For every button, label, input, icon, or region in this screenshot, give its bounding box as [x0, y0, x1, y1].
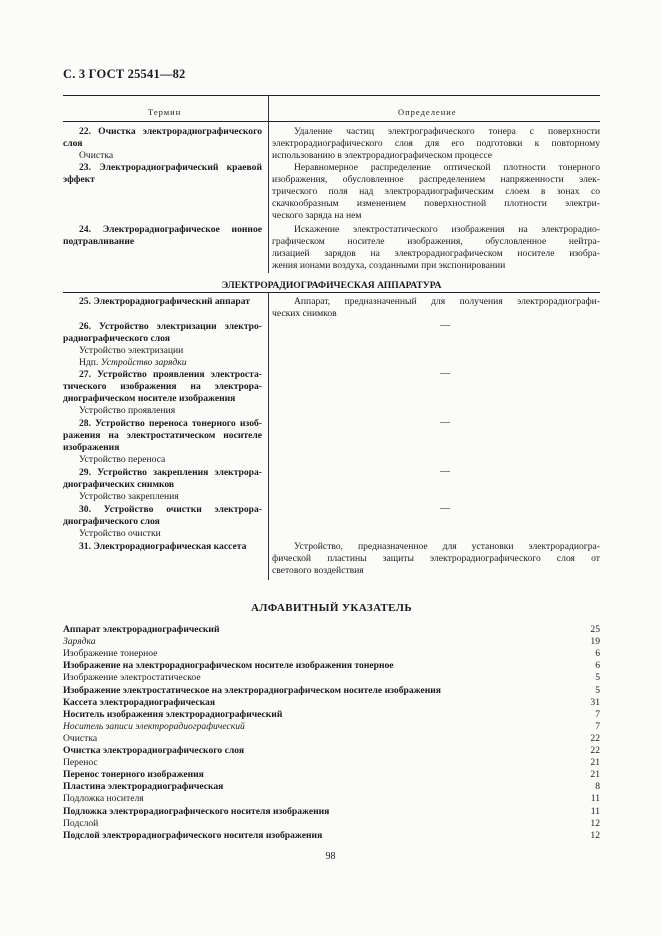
term-line: диографических снимков: [63, 479, 175, 490]
term-line: 22. Очистка электрорадиографического: [79, 126, 262, 137]
term-line: 24. Электрорадиографическое ионное: [79, 224, 262, 235]
index-entry: [63, 818, 600, 830]
index-entry: [63, 648, 600, 660]
index-number: 5: [595, 672, 600, 684]
index-entry: [63, 672, 600, 684]
section-rule: [63, 292, 600, 293]
index-number: 5: [595, 684, 600, 696]
definition-line: трического поля над электрорадиографическим слоем в зонах со: [272, 186, 600, 197]
definition-line: Искажение электростатического изображения на электрорадио-: [294, 224, 600, 235]
page-header: С. 3 ГОСТ 25541—82: [63, 67, 186, 81]
index-entry: [63, 685, 600, 697]
index-entry: [63, 769, 600, 781]
empty-definition-dash: —: [440, 320, 450, 331]
column-divider: [268, 95, 269, 273]
definition-line: ческого заряда на нем: [272, 210, 362, 221]
definition-line: Неравномерное распределение оптической плотности тонерного: [294, 162, 600, 173]
index-number: 8: [595, 781, 600, 793]
term-line: 25. Электрорадиографический аппарат: [79, 296, 251, 307]
term-line: изображения: [63, 442, 120, 453]
term-line: диографического слоя: [63, 516, 160, 527]
index-number: 6: [595, 660, 600, 672]
column-header-term: Термин: [148, 107, 182, 117]
term-line: Устройство переноса: [79, 454, 166, 465]
index-term: Изображение на электрорадиографическом носителе изображения тонерное: [63, 660, 394, 672]
term-line: 29. Устройство закрепления электрора-: [79, 467, 262, 478]
column-divider-2: [268, 292, 269, 580]
index-term: Носитель записи электрорадиографический: [63, 720, 245, 732]
term-line: Устройство очистки: [79, 528, 161, 539]
definition-line: графическом носителе изображения, обусловленное нейтра-: [272, 236, 600, 247]
index-entry: [63, 781, 600, 793]
index-entry: [63, 806, 600, 818]
index-term: Кассета электрорадиографическая: [63, 696, 216, 708]
term-line: 30. Устройство очистки электрора-: [79, 504, 262, 515]
term-line: 31. Электрорадиографическая кассета: [79, 541, 247, 552]
term-line: тического изображения на электрора-: [63, 381, 262, 392]
definition-line: жения ионами воздуха, созданными при экспонировании: [272, 260, 506, 271]
section-title: ЭЛЕКТРОРАДИОГРАФИЧЕСКАЯ АППАРАТУРА: [221, 280, 442, 291]
index-number: 22: [590, 732, 600, 744]
index-term: Подложка электрорадиографического носителя изображения: [63, 805, 330, 817]
index-term: Изображение электростатическое: [63, 672, 201, 684]
definition-line: Удаление частиц электрографического тонера с поверхности: [294, 126, 600, 137]
index-number: 12: [590, 817, 600, 829]
definition-line: фической пластины защиты электрорадиографического слоя от: [272, 553, 600, 564]
index-term: Подслой: [63, 817, 99, 829]
index-term: Носитель изображения электрорадиографический: [63, 708, 283, 720]
index-term: Изображение электростатическое на электрорадиографическом носителе изображения: [63, 684, 441, 696]
index-number: 11: [590, 793, 600, 805]
page-number: 98: [325, 851, 336, 862]
index-number: 21: [590, 769, 600, 781]
empty-definition-dash: —: [440, 503, 450, 514]
index-term: Перенос: [63, 757, 98, 769]
index-entry: [63, 793, 600, 805]
index-entry: [63, 660, 600, 672]
term-line: ражения на электростатическом носителе: [63, 430, 262, 441]
term-line: 28. Устройство переноса тонерного изоб-: [79, 418, 262, 429]
column-header-definition: Определение: [398, 107, 457, 117]
table-top-rule: [63, 95, 600, 96]
index-entry: [63, 830, 600, 842]
definition-line: лизацией зарядов на электрорадиографическом носителе изобра-: [272, 248, 600, 259]
term-line: Очистка: [79, 150, 114, 161]
index-entry: [63, 733, 600, 745]
empty-definition-dash: —: [440, 466, 450, 477]
index-term: Подслой электрорадиографического носителя изображения: [63, 829, 323, 841]
definition-line: использованию в электрорадиографическом процессе: [272, 150, 493, 161]
term-line: радиографического слоя: [63, 333, 170, 344]
term-line: 26. Устройство электризации электро-: [79, 321, 262, 332]
index-entry: [63, 745, 600, 757]
index-term: Пластина электрорадиографическая: [63, 781, 224, 793]
index-entry: [63, 721, 600, 733]
index-number: 31: [590, 696, 600, 708]
index-entry: [63, 697, 600, 709]
index-number: 11: [590, 805, 600, 817]
index-number: 12: [590, 829, 600, 841]
index-number: 25: [590, 624, 600, 635]
index-number: 7: [595, 708, 600, 720]
index-number: 21: [590, 757, 600, 769]
term-line: слоя: [63, 138, 83, 149]
term-line: 27. Устройство проявления электроста-: [79, 369, 262, 380]
term-line: эффект: [63, 174, 95, 185]
empty-definition-dash: —: [440, 417, 450, 428]
index-number: 7: [595, 720, 600, 732]
definition-line: светового воздействия: [272, 565, 364, 576]
definition-line: скачкообразным изменением поверхностной плотности электри-: [272, 198, 600, 209]
index-number: 22: [590, 745, 600, 756]
index-entry: [63, 624, 600, 636]
index-term: Аппарат электрорадиографический: [63, 624, 220, 635]
index-term: Подложка носителя: [63, 793, 144, 805]
term-line: Ндп. Устройство зарядки: [79, 357, 187, 368]
index-number: 6: [595, 648, 600, 660]
definition-line: электрорадиографического слоя для его подготовки к повторному: [272, 138, 600, 149]
definition-line: Устройство, предназначенное для установки электрорадиогра-: [294, 541, 600, 552]
table-header-rule: [63, 121, 600, 122]
index-entry: [63, 757, 600, 769]
empty-definition-dash: —: [440, 368, 450, 379]
index-entry: [63, 709, 600, 721]
definition-line: Аппарат, предназначенный для получения электрорадиографи-: [294, 296, 600, 307]
index-entry: [63, 636, 600, 648]
index-number: 19: [590, 636, 600, 648]
index-term: Зарядка: [63, 636, 96, 648]
index-term: Очистка электрорадиографического слоя: [63, 745, 245, 756]
index-title: АЛФАВИТНЫЙ УКАЗАТЕЛЬ: [250, 602, 413, 614]
term-line: диографическом носителе изображения: [63, 393, 236, 404]
term-line: Устройство проявления: [79, 405, 176, 416]
term-line: Устройство закрепления: [79, 491, 179, 502]
term-line: подтравливание: [63, 236, 135, 247]
index-term: Перенос тонерного изображения: [63, 769, 204, 781]
term-line: Устройство электризации: [79, 345, 184, 356]
definition-line: ческих снимков: [272, 308, 337, 319]
definition-line: изображения, обусловленное распределением напряженности элек-: [272, 174, 600, 185]
index-term: Очистка: [63, 732, 98, 744]
term-line: 23. Электрорадиографический краевой: [79, 162, 262, 173]
index-term: Изображение тонерное: [63, 648, 158, 660]
